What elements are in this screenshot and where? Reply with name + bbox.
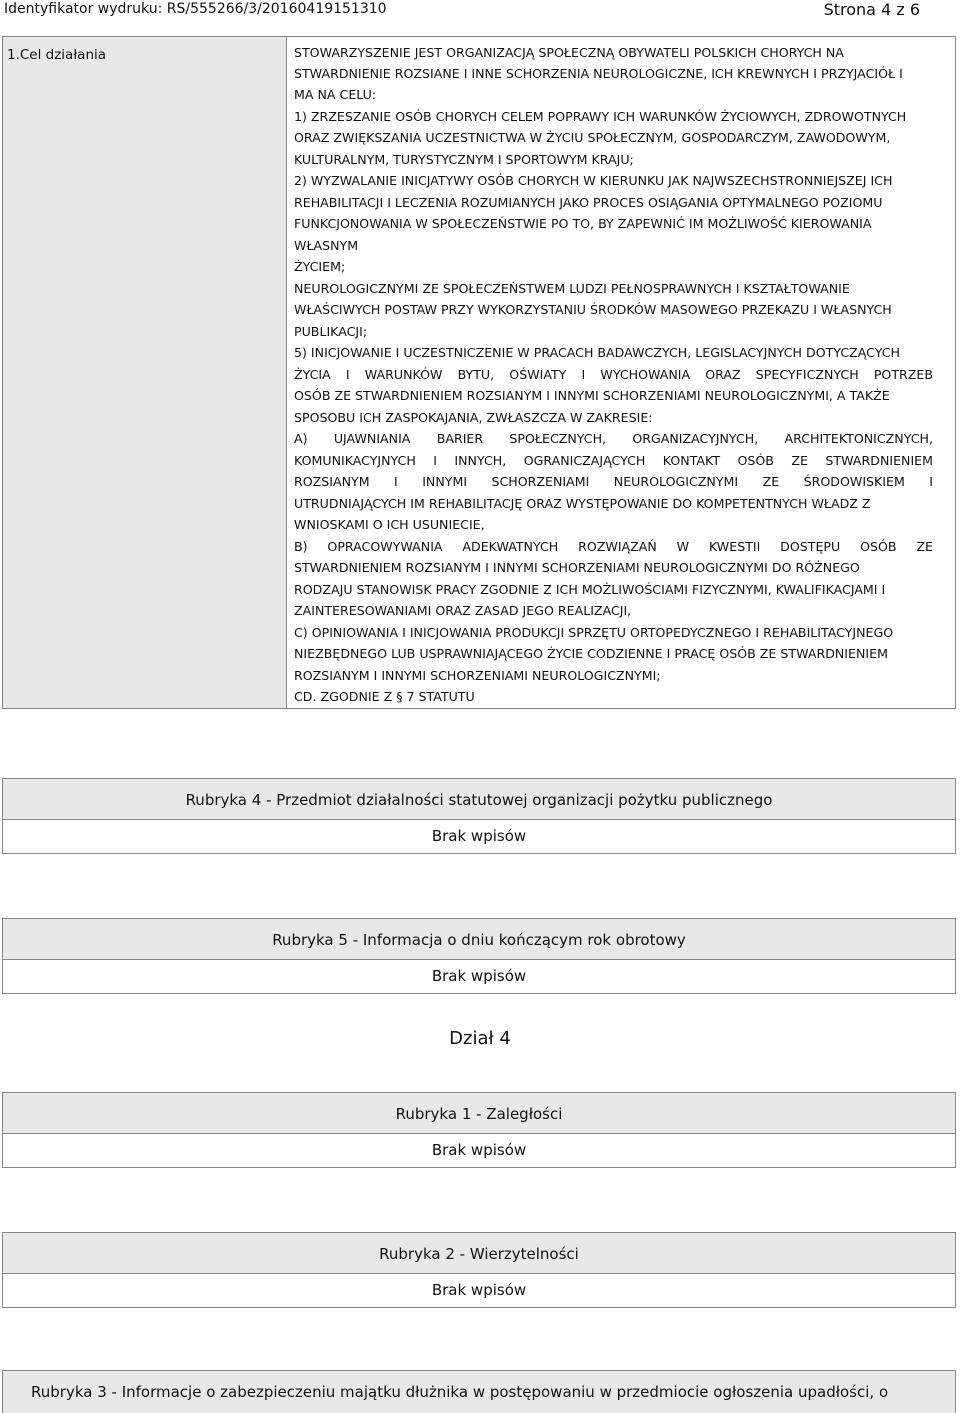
- goal-line: STWARDNIENIE ROZSIANE I INNE SCHORZENIA NEUROLOGICZNE, ICH KREWNYCH I PRZYJACIÓŁ I: [294, 66, 903, 81]
- goal-line: B) OPRACOWYWANIA ADEKWATNYCH ROZWIĄZAŃ W KWESTII DOSTĘPU OSÓB ZE: [294, 539, 933, 554]
- rubryka2-heading: Rubryka 2 - Wierzytelności: [2, 1232, 956, 1274]
- goal-line: ŻYCIA I WARUNKÓW BYTU, OŚWIATY I WYCHOWANIA ORAZ SPECYFICZNYCH POTRZEB: [294, 367, 933, 382]
- rubryka2-value: Brak wpisów: [2, 1274, 956, 1308]
- print-identifier: Identyfikator wydruku: RS/555266/3/20160419151310: [4, 1, 387, 17]
- goal-line: KOMUNIKACYJNYCH I INNYCH, OGRANICZAJĄCYCH KONTAKT OSÓB ZE STWARDNIENIEM: [294, 453, 933, 468]
- goal-table: [2, 36, 956, 709]
- goal-line: UTRUDNIAJĄCYCH IM REHABILITACJĘ ORAZ WYSTĘPOWANIE DO KOMPETENTNYCH WŁADZ Z: [294, 496, 871, 511]
- goal-line: ROZSIANYM I INNYMI SCHORZENIAMI NEUROLOGICZNYMI ZE ŚRODOWISKIEM I: [294, 474, 933, 489]
- rubryka3-heading: Rubryka 3 - Informacje o zabezpieczeniu majątku dłużnika w postępowaniu w przedmiocie ogłoszenia upadłości, o: [2, 1370, 956, 1413]
- goal-line: WŁAŚCIWYCH POSTAW PRZY WYKORZYSTANIU ŚRODKÓW MASOWEGO PRZEKAZU I WŁASNYCH: [294, 302, 892, 317]
- goal-line: 2) WYZWALANIE INICJATYWY OSÓB CHORYCH W KIERUNKU JAK NAJWSZECHSTRONNIEJSZEJ ICH: [294, 173, 893, 188]
- rubryka5-heading: Rubryka 5 - Informacja o dniu kończącym rok obrotowy: [2, 918, 956, 960]
- goal-line: PUBLIKACJI;: [294, 324, 368, 339]
- goal-line: OSÓB ZE STWARDNIENIEM ROZSIANYM I INNYMI SCHORZENIAMI NEUROLOGICZNYMI, A TAKŻE: [294, 388, 890, 403]
- goal-line: ORAZ ZWIĘKSZANIA UCZESTNICTWA W ŻYCIU SPOŁECZNYM, GOSPODARCZYM, ZAWODOWYM,: [294, 130, 891, 145]
- goal-line: ŻYCIEM;: [294, 259, 346, 274]
- goal-line: REHABILITACJI I LECZENIA ROZUMIANYCH JAKO PROCES OSIĄGANIA OPTYMALNEGO POZIOMU: [294, 195, 883, 210]
- goal-line: CD. ZGODNIE Z § 7 STATUTU: [294, 689, 475, 704]
- goal-line: NEUROLOGICZNYMI ZE SPOŁECZEŃSTWEM LUDZI PEŁNOSPRAWNYCH I KSZTAŁTOWANIE: [294, 281, 850, 296]
- goal-line: SPOSOBU ICH ZASPOKAJANIA, ZWŁASZCZA W ZAKRESIE:: [294, 410, 653, 425]
- goal-label-cell: [3, 37, 287, 708]
- goal-line: A) UJAWNIANIA BARIER SPOŁECZNYCH, ORGANIZACYJNYCH, ARCHITEKTONICZNYCH,: [294, 431, 933, 446]
- goal-line: WŁASNYM: [294, 238, 359, 253]
- rubryka4-value: Brak wpisów: [2, 820, 956, 854]
- goal-line: KULTURALNYM, TURYSTYCZNYM I SPORTOWYM KRAJU;: [294, 152, 634, 167]
- goal-line: RODZAJU STANOWISK PRACY ZGODNIE Z ICH MOŻLIWOŚCIAMI FIZYCZNYMI, KWALIFIKACJAMI I: [294, 582, 886, 597]
- goal-line: WNIOSKAMI O ICH USUNIECIE,: [294, 517, 485, 532]
- goal-line: 1) ZRZESZANIE OSÓB CHORYCH CELEM POPRAWY ICH WARUNKÓW ŻYCIOWYCH, ZDROWOTNYCH: [294, 109, 907, 124]
- goal-content-cell: [288, 37, 955, 708]
- rubryka1-value: Brak wpisów: [2, 1134, 956, 1168]
- page-header: [0, 0, 960, 22]
- goal-line: ZAINTERESOWANIAMI ORAZ ZASAD JEGO REALIZACJI,: [294, 603, 632, 618]
- rubryka4-heading: Rubryka 4 - Przedmiot działalności statutowej organizacji pożytku publicznego: [2, 778, 956, 820]
- goal-line: NIEZBĘDNEGO LUB USPRAWNIAJĄCEGO ŻYCIE CODZIENNE I PRACĘ OSÓB ZE STWARDNIENIEM: [294, 646, 888, 661]
- goal-line: MA NA CELU:: [294, 87, 377, 102]
- goal-line: FUNKCJONOWANIA W SPOŁECZEŃSTWIE PO TO, BY ZAPEWNIĆ IM MOŻLIWOŚĆ KIEROWANIA: [294, 216, 872, 231]
- page-number: Strona 4 z 6: [823, 0, 920, 19]
- section-title: Dział 4: [449, 1028, 511, 1049]
- goal-line: C) OPINIOWANIA I INICJOWANIA PRODUKCJI SPRZĘTU ORTOPEDYCZNEGO I REHABILITACYJNEGO: [294, 625, 894, 640]
- rubryka5-value: Brak wpisów: [2, 960, 956, 994]
- goal-line: STWARDNIENIEM ROZSIANYM I INNYMI SCHORZENIAMI NEUROLOGICZNYMI DO RÓŻNEGO: [294, 560, 860, 575]
- goal-line: 5) INICJOWANIE I UCZESTNICZENIE W PRACACH BADAWCZYCH, LEGISLACYJNYCH DOTYCZĄCYCH: [294, 345, 900, 360]
- goal-line: STOWARZYSZENIE JEST ORGANIZACJĄ SPOŁECZNĄ OBYWATELI POLSKICH CHORYCH NA: [294, 45, 844, 60]
- goal-line: ROZSIANYM I INNYMI SCHORZENIAMI NEUROLOGICZNYMI;: [294, 668, 661, 683]
- rubryka1-heading: Rubryka 1 - Zaległości: [2, 1092, 956, 1134]
- goal-label: 1.Cel działania: [7, 47, 107, 63]
